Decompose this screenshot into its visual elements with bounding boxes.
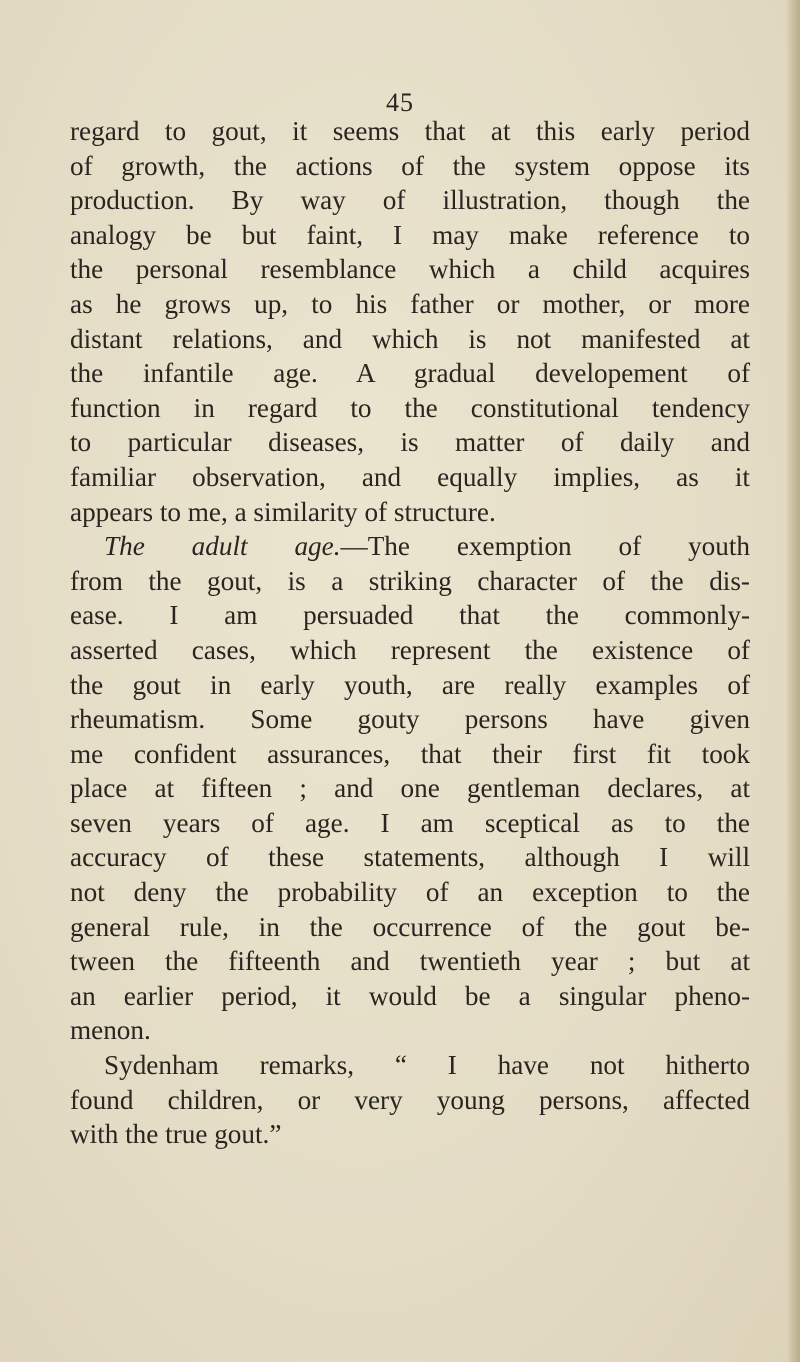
text-line: familiar observation, and equally implies, as it	[70, 461, 750, 492]
body-text	[70, 114, 750, 1152]
page-number: 45	[386, 88, 414, 117]
text-line: the gout in early youth, are really examples of	[70, 669, 750, 700]
text-line: an earlier period, it would be a singular pheno-	[70, 980, 750, 1011]
text-line: the infantile age. A gradual developement of	[70, 358, 750, 389]
text-line: accuracy of these statements, although I will	[70, 842, 750, 873]
text-line: tween the fifteenth and twentieth year ; but at	[70, 946, 750, 977]
text-line: function in regard to the constitutional tendency	[70, 392, 750, 423]
text-line: seven years of age. I am sceptical as to the	[70, 807, 750, 838]
text-line-remainder: —The exemption of youth	[340, 531, 750, 562]
text-line: general rule, in the occurrence of the gout be-	[70, 911, 750, 942]
page-edge	[786, 0, 800, 1362]
text-line: with the true gout.”	[70, 1119, 282, 1150]
text-line: of growth, the actions of the system oppose its	[70, 150, 750, 181]
text-line: Sydenham remarks, “ I have not hitherto	[104, 1050, 750, 1081]
text-line: to particular diseases, is matter of daily and	[70, 427, 750, 458]
text-line: analogy be but faint, I may make reference to	[70, 219, 750, 250]
text-line: found children, or very young persons, affected	[70, 1084, 750, 1115]
text-line: place at fifteen ; and one gentleman declares, at	[70, 773, 750, 804]
section-heading: The adult age.	[104, 531, 341, 562]
text-line: distant relations, and which is not manifested at	[70, 323, 750, 354]
text-line: rheumatism. Some gouty persons have given	[70, 704, 750, 735]
text-line: regard to gout, it seems that at this early period	[70, 116, 750, 146]
text-line: production. By way of illustration, though the	[70, 185, 750, 216]
text-line: appears to me, a similarity of structure.	[70, 496, 496, 527]
paragraph-3	[70, 1048, 750, 1152]
paragraph-2	[70, 529, 750, 1048]
text-line: from the gout, is a striking character of the dis-	[70, 565, 750, 596]
text-line: menon.	[70, 1015, 151, 1046]
text-line: the personal resemblance which a child acquires	[70, 254, 750, 285]
paragraph-1	[70, 114, 750, 529]
text-line	[70, 529, 750, 564]
text-line: not deny the probability of an exception to the	[70, 877, 750, 908]
text-line: ease. I am persuaded that the commonly-	[70, 600, 750, 631]
text-line: asserted cases, which represent the existence of	[70, 634, 750, 665]
text-line: as he grows up, to his father or mother, or more	[70, 288, 750, 319]
text-line: me confident assurances, that their first fit took	[70, 738, 750, 769]
